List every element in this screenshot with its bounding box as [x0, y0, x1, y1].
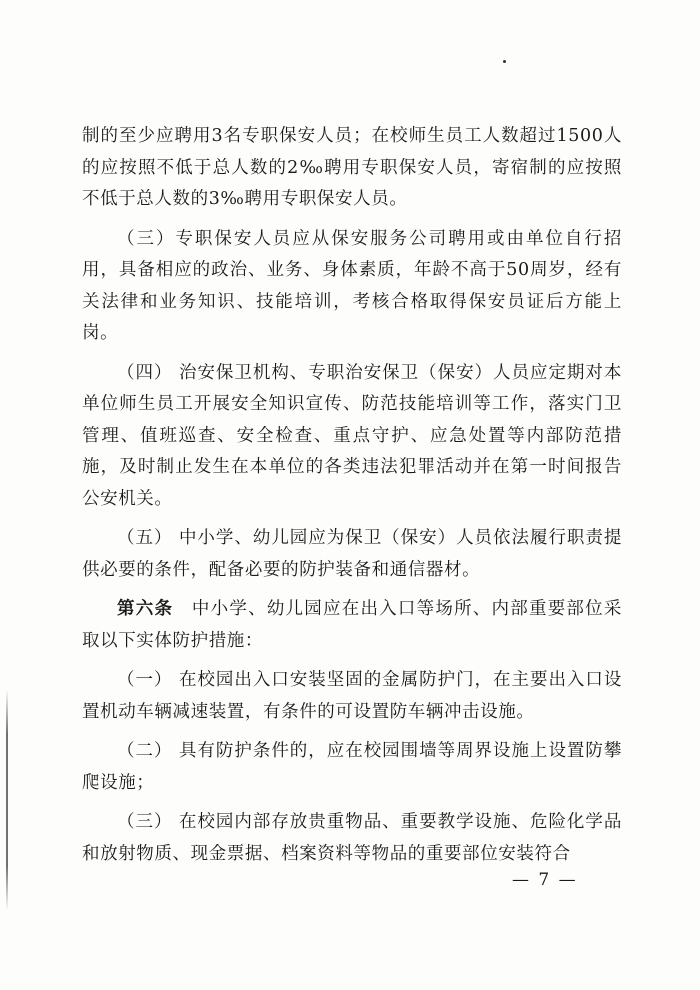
page-number: — 7 —	[512, 870, 578, 890]
paragraph-item-1	[82, 665, 622, 728]
paragraph-item-3b	[82, 807, 622, 870]
paragraph-text: （四） 治安保卫机构、专职治安保卫（保安）人员应定期对本单位师生员工开展安全知识宣传、防范技能培训等工作，落实门卫管理、值班巡查、安全检查、重点守护、应急处置等内部防范措施，及时制止发生在本单位的各类违法犯罪活动并在第一时间报告公安机关。	[82, 362, 622, 509]
article-six	[82, 594, 622, 657]
article-heading: 第六条	[117, 599, 174, 619]
scan-speck	[503, 60, 506, 63]
paragraph-text: （五） 中小学、幼儿园应为保卫（保安）人员依法履行职责提供必要的条件，配备必要的防护装备和通信器材。	[82, 528, 622, 580]
scan-edge-mark	[6, 690, 8, 910]
paragraph-continuation	[82, 121, 622, 216]
paragraph-item-2	[82, 736, 622, 799]
paragraph-text: （三）专职保安人员应从保安服务公司聘用或由单位自行招用，具备相应的政治、业务、身体素质，年龄不高于50周岁，经有关法律和业务知识、技能培训，考核合格取得保安员证后方能上岗。	[82, 228, 622, 343]
paragraph-item-4	[82, 358, 622, 516]
paragraph-text: 制的至少应聘用3名专职保安人员；在校师生员工人数超过1500人的应按照不低于总人数的2‰聘用专职保安人员，寄宿制的应按照不低于总人数的3‰聘用专职保安人员。	[82, 126, 622, 209]
paragraph-item-3	[82, 224, 622, 350]
paragraph-text: （三） 在校园内部存放贵重物品、重要教学设施、危险化学品和放射物质、现金票据、档案资料等物品的重要部位安装符合	[82, 812, 622, 864]
paragraph-text: （一） 在校园出入口安装坚固的金属防护门，在主要出入口设置机动车辆减速装置，有条件的可设置防车辆冲击设施。	[82, 670, 622, 722]
paragraph-item-5	[82, 523, 622, 586]
paragraph-text: 中小学、幼儿园应在出入口等场所、内部重要部位采取以下实体防护措施：	[82, 599, 622, 651]
paragraph-text: （二） 具有防护条件的，应在校园围墙等周界设施上设置防攀爬设施；	[82, 741, 622, 793]
document-body	[82, 121, 622, 870]
